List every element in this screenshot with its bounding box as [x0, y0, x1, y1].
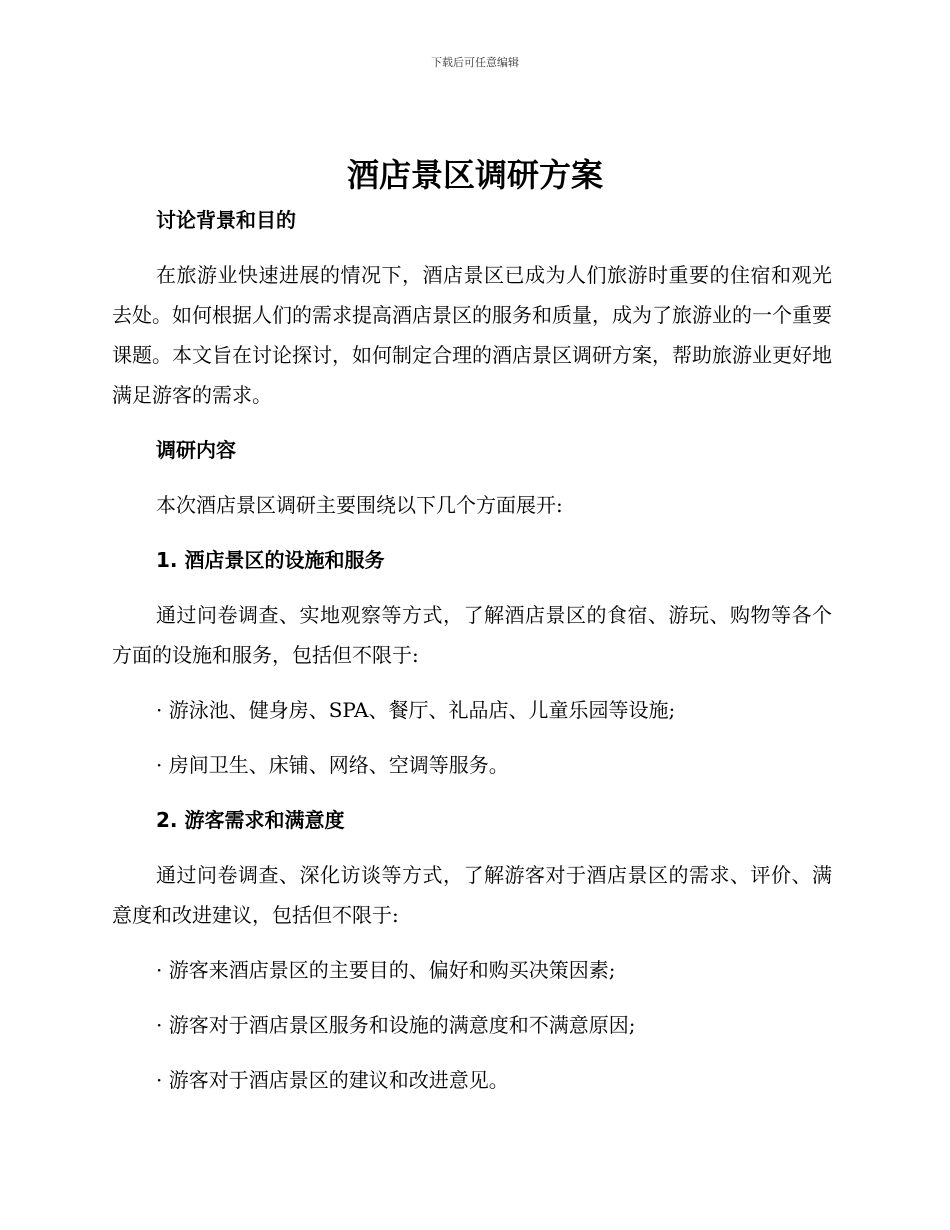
facilities-bullet-1: · 游泳池、健身房、SPA、餐厅、礼品店、儿童乐园等设施;	[156, 698, 676, 722]
satisfaction-bullet-2: · 游客对于酒店景区服务和设施的满意度和不满意原因;	[156, 1013, 636, 1037]
content-intro-paragraph: 本次酒店景区调研主要围绕以下几个方面展开:	[156, 493, 563, 517]
section-heading-satisfaction: 2. 游客需求和满意度	[156, 808, 345, 832]
document-title: 酒店景区调研方案	[346, 156, 603, 194]
section-heading-content: 调研内容	[156, 438, 236, 462]
header-note: 下载后可任意编辑	[431, 56, 519, 69]
section-heading-facilities: 1. 酒店景区的设施和服务	[156, 548, 385, 572]
background-paragraph: 在旅游业快速进展的情况下，酒店景区已成为人们旅游时重要的住宿和观光去处。如何根据人们的需求提高酒店景区的服务和质量，成为了旅游业的一个重要课题。本文旨在讨论探讨，如何制定合理的酒店景区调研方案，帮助旅游业更好地满足游客的需求。	[112, 263, 832, 407]
satisfaction-bullet-1: · 游客来酒店景区的主要目的、偏好和购买决策因素;	[156, 958, 616, 982]
document-body	[112, 200, 832, 1100]
satisfaction-paragraph: 通过问卷调查、深化访谈等方式，了解游客对于酒店景区的需求、评价、满意度和改进建议，包括但不限于:	[112, 863, 832, 927]
facilities-bullet-2: · 房间卫生、床铺、网络、空调等服务。	[156, 753, 509, 777]
satisfaction-bullet-3: · 游客对于酒店景区的建议和改进意见。	[156, 1068, 509, 1092]
facilities-paragraph: 通过问卷调查、实地观察等方式，了解酒店景区的食宿、游玩、购物等各个方面的设施和服务，包括但不限于:	[112, 603, 832, 667]
section-heading-background: 讨论背景和目的	[156, 208, 296, 232]
